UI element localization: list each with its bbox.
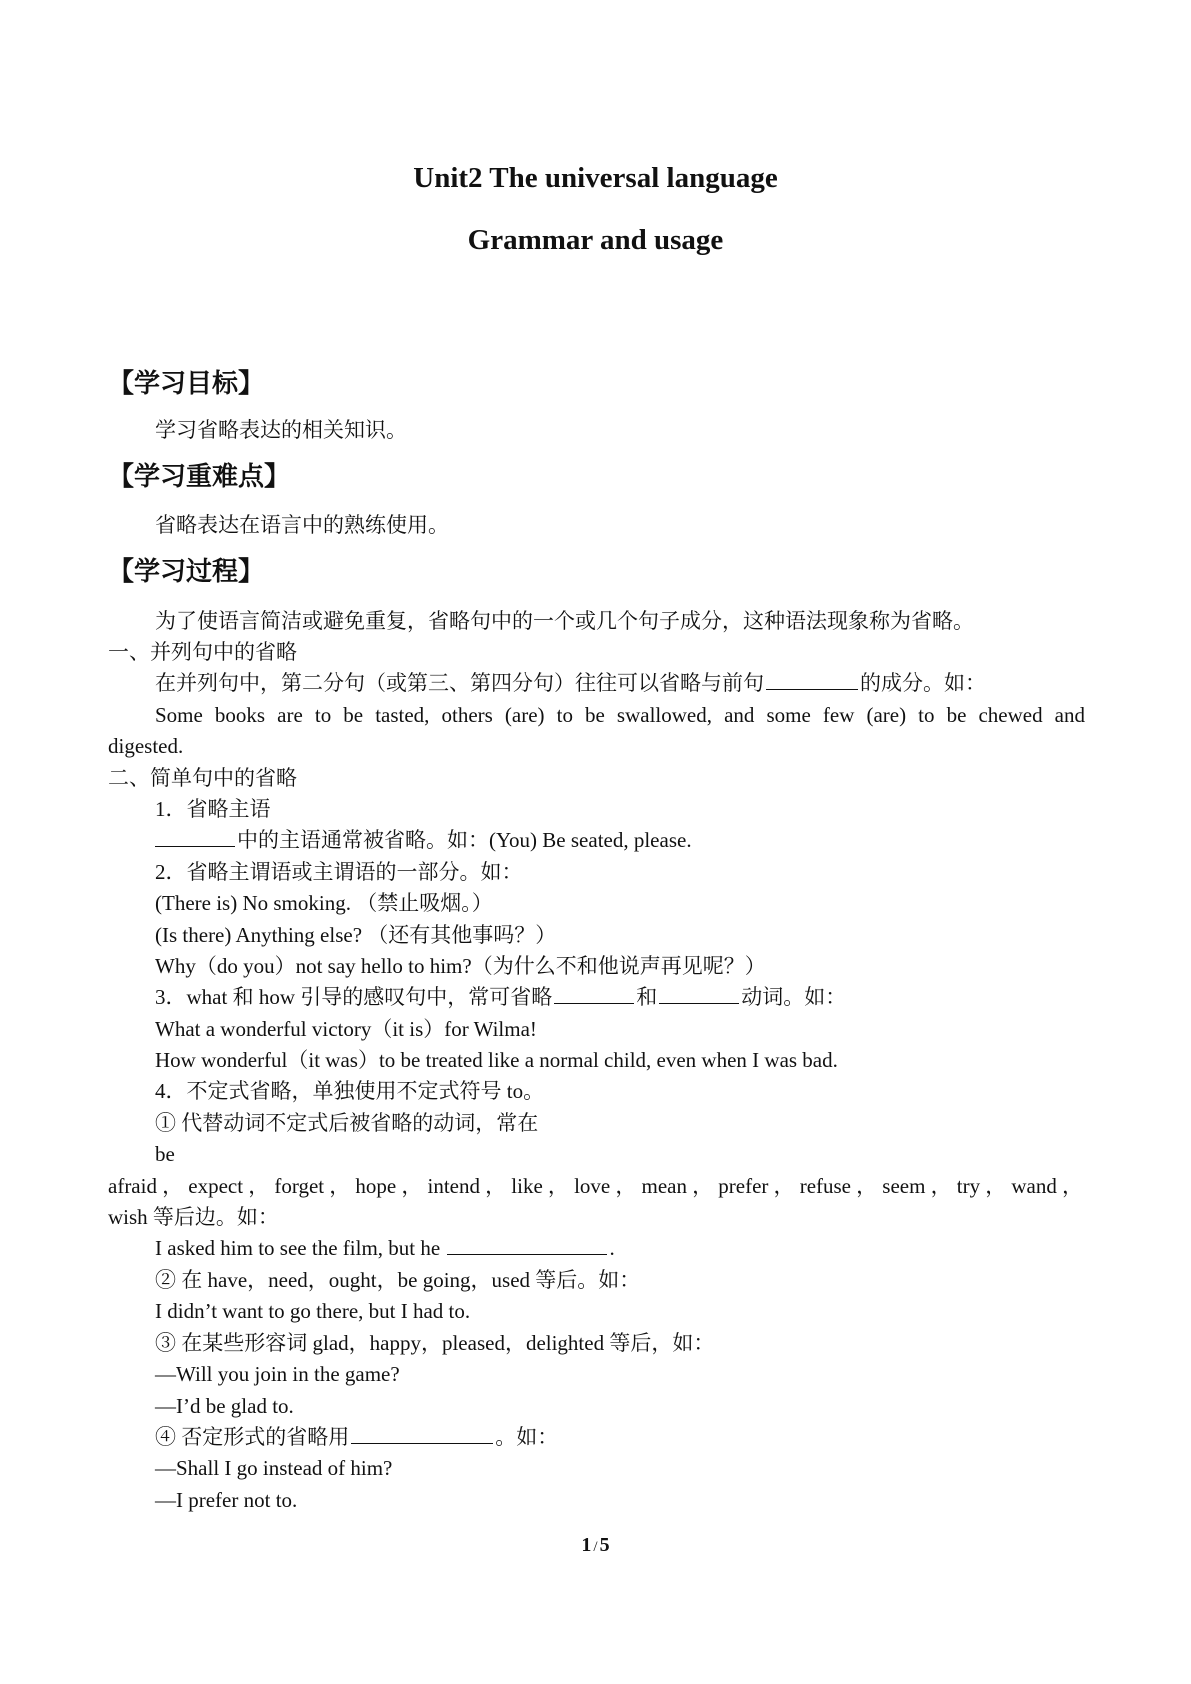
goals-text: 学习省略表达的相关知识。 bbox=[155, 418, 407, 442]
process-heading: 【学习过程】 bbox=[108, 557, 265, 587]
part2-point4-sub4 bbox=[155, 1422, 1085, 1452]
page-number bbox=[0, 1532, 1191, 1560]
part1-title: 一、并列句中的省略 bbox=[108, 640, 297, 664]
part1-example-line2: digested. bbox=[108, 734, 184, 758]
goals-heading: 【学习目标】 bbox=[108, 369, 265, 399]
answer-blank[interactable] bbox=[766, 669, 858, 690]
document-title: Unit2 The universal language bbox=[413, 162, 778, 194]
part2-point4-example1 bbox=[155, 1233, 1085, 1263]
current-page: 1 bbox=[581, 1534, 592, 1556]
part2-point4-sub3: ③ 在某些形容词 glad，happy，pleased，delighted 等后，如： bbox=[155, 1331, 715, 1355]
focus-heading: 【学习重难点】 bbox=[108, 462, 291, 492]
part2-point4-sub4-example1: —Shall I go instead of him? bbox=[155, 1456, 393, 1480]
part2-point4-verb-list: afraid，expect，forget，hope，intend，like，love，mean，prefer，refuse，seem，try，wand， bbox=[108, 1174, 1083, 1198]
total-pages: 5 bbox=[599, 1534, 610, 1556]
answer-blank[interactable] bbox=[447, 1234, 607, 1255]
part2-point2-example2: (Is there) Anything else? （还有其他事吗？） bbox=[155, 923, 557, 947]
part2-point1-title: 1．省略主语 bbox=[155, 797, 271, 821]
part2-point3-text-c: 动词。如： bbox=[741, 985, 847, 1009]
focus-text: 省略表达在语言中的熟练使用。 bbox=[155, 513, 449, 537]
answer-blank[interactable] bbox=[554, 983, 634, 1004]
part2-point4-example1-text-a: I asked him to see the film, but he bbox=[155, 1236, 441, 1260]
part2-point2-title: 2．省略主谓语或主谓语的一部分。如： bbox=[155, 860, 523, 884]
part2-point4-example1-text-b: . bbox=[609, 1236, 615, 1260]
part2-point1-text bbox=[155, 825, 1085, 855]
part2-point4-wish: wish 等后边。如： bbox=[108, 1205, 279, 1229]
document-subtitle: Grammar and usage bbox=[467, 224, 724, 256]
part2-point4-sub4-text-a: ④ 否定形式的省略用 bbox=[155, 1425, 350, 1449]
part2-point4-sub1: ① 代替动词不定式后被省略的动词，常在 bbox=[155, 1111, 539, 1135]
part2-point3-text-a: 3．what 和 how 引导的感叹句中，常可省略 bbox=[155, 985, 553, 1009]
part2-point4-sub1-be: be bbox=[155, 1142, 175, 1166]
part2-point4-sub2-example: I didn’t want to go there, but I had to. bbox=[155, 1299, 471, 1323]
part2-point4-sub2: ② 在 have，need，ought，be going，used 等后。如： bbox=[155, 1268, 641, 1292]
part2-point3-example2: How wonderful（it was）to be treated like a normal child, even when I was bad. bbox=[155, 1048, 838, 1072]
part2-point4-sub4-text-b: 。如： bbox=[495, 1425, 559, 1449]
answer-blank[interactable] bbox=[155, 826, 235, 847]
part2-point4-sub3-example2: —I’d be glad to. bbox=[155, 1394, 294, 1418]
part2-title: 二、简单句中的省略 bbox=[108, 766, 297, 790]
part1-rule-text-b: 的成分。如： bbox=[860, 671, 986, 695]
answer-blank[interactable] bbox=[659, 983, 739, 1004]
answer-blank[interactable] bbox=[351, 1423, 493, 1444]
process-intro: 为了使语言简洁或避免重复，省略句中的一个或几个句子成分，这种语法现象称为省略。 bbox=[155, 609, 974, 633]
part2-point4-sub4-example2: —I prefer not to. bbox=[155, 1488, 298, 1512]
part2-point3-text-b: 和 bbox=[636, 985, 658, 1009]
part2-point1-text-body: 中的主语通常被省略。如：(You) Be seated, please. bbox=[237, 828, 692, 852]
part1-rule-text-a: 在并列句中，第二分句（或第三、第四分句）往往可以省略与前句 bbox=[155, 671, 764, 695]
part2-point2-example1: (There is) No smoking. （禁止吸烟。） bbox=[155, 891, 493, 915]
part2-point2-example3: Why（do you）not say hello to him?（为什么不和他说声再见呢？） bbox=[155, 954, 766, 978]
part2-point4-title: 4．不定式省略，单独使用不定式符号 to。 bbox=[155, 1079, 545, 1103]
part2-point3-title bbox=[155, 982, 1085, 1012]
part1-rule bbox=[155, 668, 1085, 698]
part1-example-line1: Some books are to be tasted, others (are) to be swallowed, and some few (are) to be chewed and bbox=[155, 703, 1085, 727]
part2-point4-sub3-example1: —Will you join in the game? bbox=[155, 1362, 400, 1386]
part2-point3-example1: What a wonderful victory（it is）for Wilma! bbox=[155, 1017, 537, 1041]
page-separator: / bbox=[593, 1539, 598, 1555]
